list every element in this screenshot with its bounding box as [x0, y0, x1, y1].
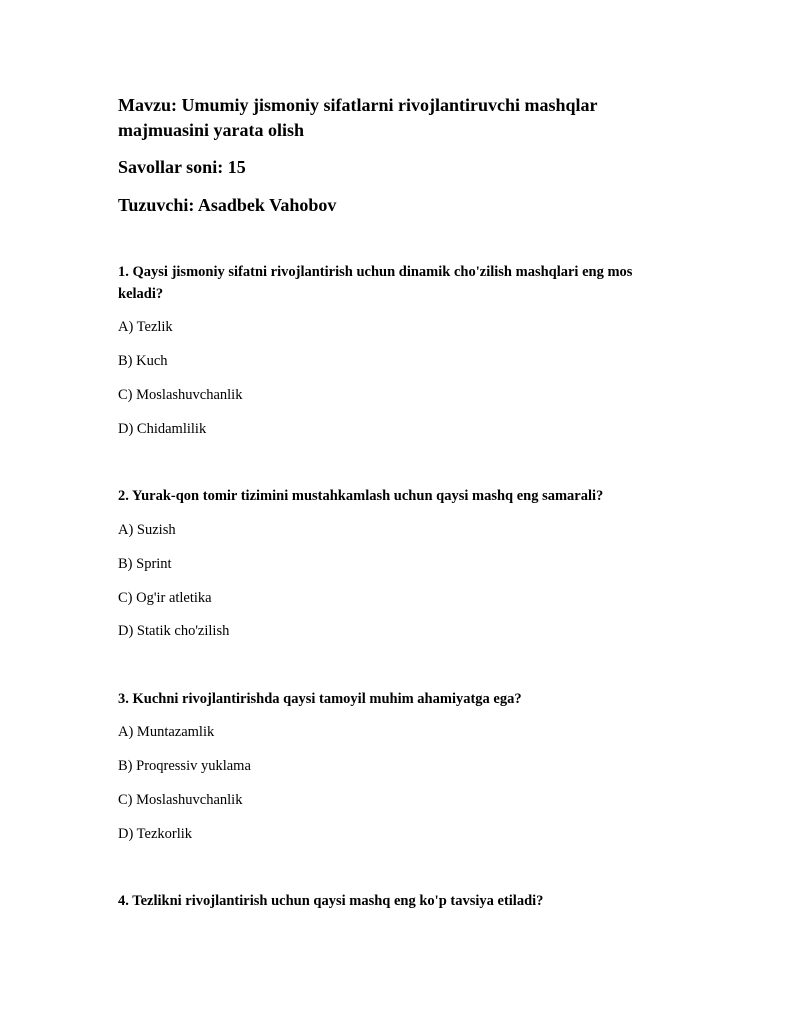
topic-heading-line1: Mavzu: Umumiy jismoniy sifatlarni rivojlantiruvchi mashqlar: [118, 95, 598, 115]
question-1-title-line2: keladi?: [118, 286, 164, 302]
question-3-title: 3. Kuchni rivojlantirishda qaysi tamoyil muhim ahamiyatga ega?: [118, 691, 522, 707]
question-3-option-c: C) Moslashuvchanlik: [118, 792, 243, 808]
author-heading: Tuzuvchi: Asadbek Vahobov: [118, 195, 337, 215]
question-1-option-b: B) Kuch: [118, 353, 168, 369]
topic-heading-line2: majmuasini yarata olish: [118, 120, 305, 140]
question-3-option-a: A) Muntazamlik: [118, 724, 215, 740]
question-2-option-b: B) Sprint: [118, 556, 172, 572]
question-count-heading: Savollar soni: 15: [118, 157, 246, 177]
question-4-title: 4. Tezlikni rivojlantirish uchun qaysi mashq eng ko'p tavsiya etiladi?: [118, 893, 544, 909]
question-2-option-a: A) Suzish: [118, 522, 176, 538]
question-2-title: 2. Yurak-qon tomir tizimini mustahkamlash uchun qaysi mashq eng samarali?: [118, 488, 604, 504]
question-2-option-d: D) Statik cho'zilish: [118, 623, 230, 639]
question-3-option-b: B) Proqressiv yuklama: [118, 758, 251, 774]
question-1-option-d: D) Chidamlilik: [118, 421, 207, 437]
question-1-option-c: C) Moslashuvchanlik: [118, 387, 243, 403]
question-1-title-line1: 1. Qaysi jismoniy sifatni rivojlantirish uchun dinamik cho'zilish mashqlari eng mos: [118, 264, 633, 280]
question-2-option-c: C) Og'ir atletika: [118, 590, 212, 606]
question-3-option-d: D) Tezkorlik: [118, 826, 193, 842]
question-1-option-a: A) Tezlik: [118, 319, 173, 335]
